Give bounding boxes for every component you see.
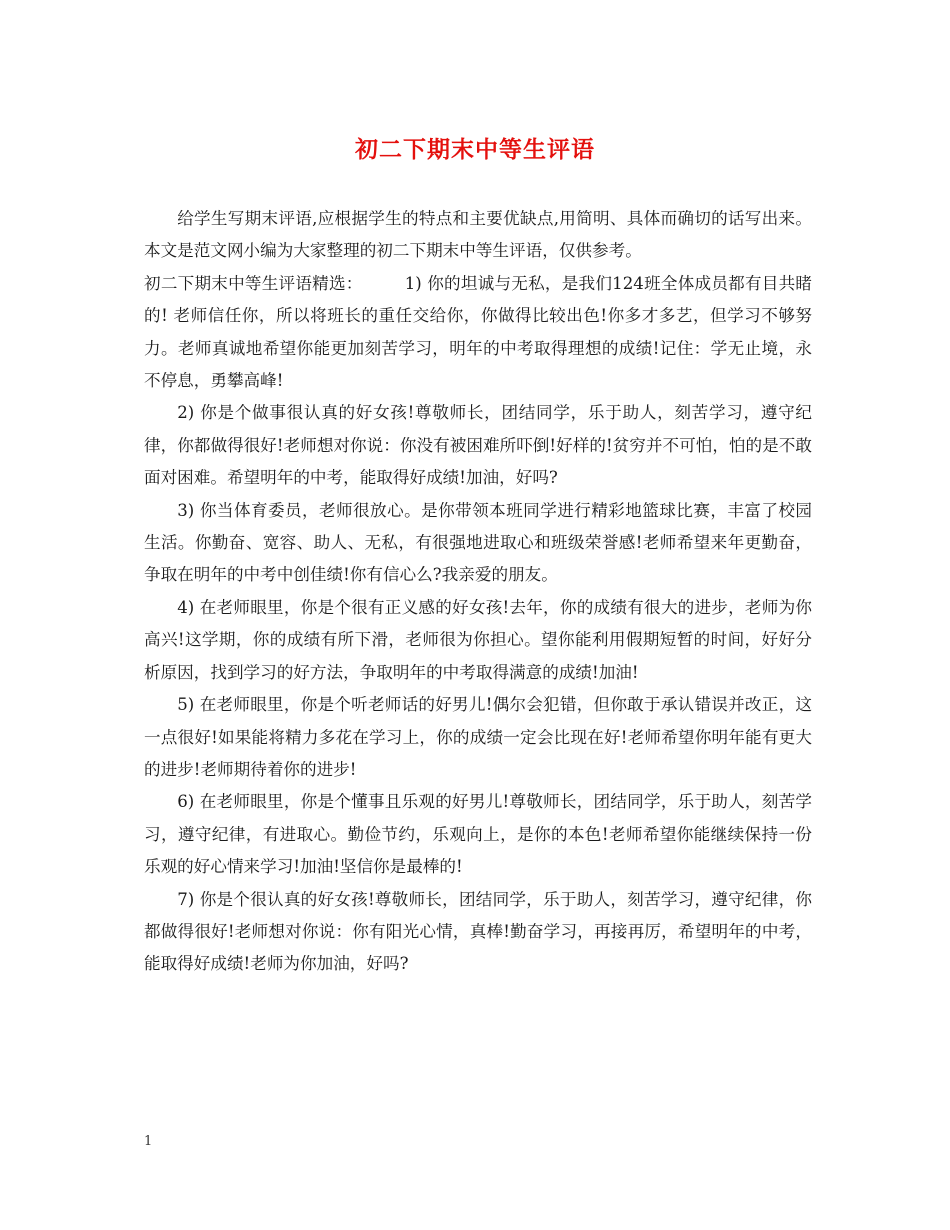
paragraph-comment-2: 2) 你是个做事很认真的好女孩!尊敬师长，团结同学，乐于助人，刻苦学习，遵守纪律，你都做得很好!老师想对你说：你没有被困难所吓倒!好样的!贫穷并不可怕，怕的是不敢面对困难。希望明年的中考，能取得好成绩!加油，好吗? — [144, 403, 812, 488]
document-body — [144, 203, 812, 981]
paragraph-comment-3: 3) 你当体育委员，老师很放心。是你带领本班同学进行精彩地篮球比赛，丰富了校园生活。你勤奋、宽容、助人、无私，有很强地进取心和班级荣誉感!老师希望来年更勤奋，争取在明年的中考中创佳绩!你有信心么?我亲爱的朋友。 — [144, 500, 812, 585]
paragraph-comment-7: 7) 你是个很认真的好女孩!尊敬师长，团结同学，乐于助人，刻苦学习，遵守纪律，你都做得很好!老师想对你说：你有阳光心情，真棒!勤奋学习，再接再厉，希望明年的中考，能取得好成绩!老师为你加油，好吗? — [144, 889, 812, 974]
paragraph-comment-5: 5) 在老师眼里，你是个听老师话的好男儿!偶尔会犯错，但你敢于承认错误并改正，这一点很好!如果能将精力多花在学习上，你的成绩一定会比现在好!老师希望你明年能有更大的进步!老师期待着你的进步! — [144, 695, 812, 779]
paragraph-comment-4: 4) 在老师眼里，你是个很有正义感的好女孩!去年，你的成绩有很大的进步，老师为你高兴!这学期，你的成绩有所下滑，老师很为你担心。望你能利用假期短暂的时间，好好分析原因，找到学习的好方法，争取明年的中考取得满意的成绩!加油! — [144, 597, 812, 682]
paragraph-comment-6: 6) 在老师眼里，你是个懂事且乐观的好男儿!尊敬师长，团结同学，乐于助人，刻苦学习，遵守纪律，有进取心。勤俭节约，乐观向上，是你的本色!老师希望你能继续保持一份乐观的好心情来学习!加油!坚信你是最棒的! — [144, 792, 812, 877]
page-number: 1 — [144, 1134, 153, 1149]
paragraph-intro: 给学生写期末评语,应根据学生的特点和主要优缺点,用简明、具体而确切的话写出来。本文是范文网小编为大家整理的初二下期末中等生评语，仅供参考。 — [144, 209, 812, 261]
document-title: 初二下期末中等生评语 — [355, 136, 595, 163]
paragraph-comment-1: 初二下期末中等生评语精选： 1) 你的坦诚与无私，是我们124班全体成员都有目共睹的! 老师信任你，所以将班长的重任交给你，你做得比较出色!你多才多艺，但学习不够努力。老师真诚地希望你能更加刻苦学习，明年的中考取得理想的成绩!记住：学无止境，永不停息，勇攀高峰! — [144, 273, 812, 391]
